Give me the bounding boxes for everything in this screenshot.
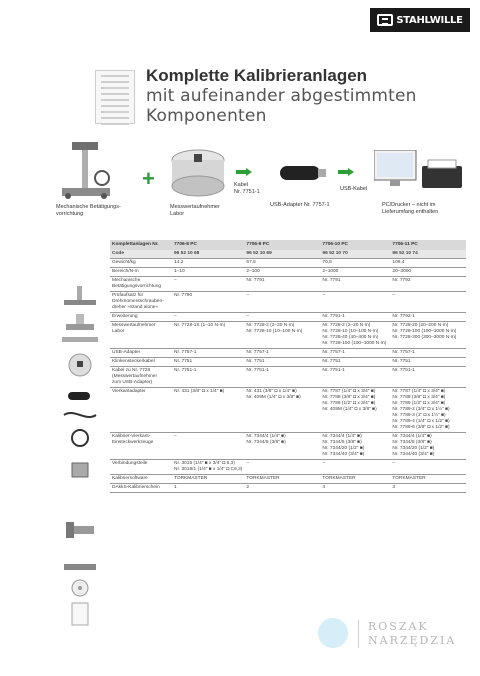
table-cell: Messwertaufnehmer Labor: [110, 322, 172, 349]
torque-sensor-image: [170, 146, 226, 200]
table-cell: 96 52 10 70: [320, 250, 390, 259]
usb-adapter-thumbnail-icon: [60, 390, 100, 402]
stahlwille-logo: [370, 8, 470, 32]
square-adapter-thumbnail-icon: [60, 460, 100, 480]
table-cell: Nr. 7728-1S (1–10 N·m): [172, 322, 244, 349]
square-insert-tool-thumbnail-icon: [60, 520, 100, 540]
usb-adapter-caption: USB-Adapter Nr. 7757-1: [270, 202, 330, 208]
column-header: 7706-9 PC: [244, 240, 320, 250]
mechanical-actuator-caption: Mechanische Betätigungs- vorrichtung: [56, 204, 121, 217]
table-cell: Nr. 3015 (1/4" ■ x 3/4" ◘ 6,3) Nr. 3019/1 (1/4" ■ x 1/4" ◘ C6,3): [172, 460, 244, 475]
usb-cable-caption: USB-Kabel: [340, 186, 368, 192]
table-row: [110, 367, 466, 388]
table-cell: Nr. 7757-1: [320, 349, 390, 358]
table-cell: Nr. 7790: [172, 292, 244, 313]
table-row: [110, 433, 466, 460]
table-row: [110, 484, 466, 493]
column-header: Komplettanlagen Nr.: [110, 240, 172, 250]
table-cell: Nr. 7751: [320, 358, 390, 367]
table-cell: 109,4: [390, 259, 466, 268]
cable-caption: Kabel Nr. 7751-1: [234, 182, 260, 195]
table-row: [110, 388, 466, 433]
sensor-cable-thumbnail-icon: [60, 428, 100, 448]
table-row: [110, 268, 466, 277]
table-cell: TORKMASTER: [320, 475, 390, 484]
heading-line-1: Komplette Kalibrieranlagen: [146, 66, 368, 85]
extension-thumbnail-icon: [60, 333, 100, 347]
table-cell: Verbindungsteile: [110, 460, 172, 475]
table-row: [110, 292, 466, 313]
certificate-thumbnail-icon: [60, 602, 100, 626]
brand-name: STAHLWILLE: [396, 14, 463, 26]
table-cell: USB-Adapter: [110, 349, 172, 358]
torque-sensor-caption: Messwertaufnehmer Labor: [170, 204, 220, 217]
sensor-thumbnail-icon: [60, 352, 100, 378]
column-header: 7706-8 PC: [172, 240, 244, 250]
table-cell: 96 52 10 69: [244, 250, 320, 259]
table-row: [110, 322, 466, 349]
table-cell: DAkkS-Kalibrierschein: [110, 484, 172, 493]
table-cell: Nr. 431 (3/8" ◘ x 1/4" ■) Nr. 409M (1/4" ◘ x 3/8" ■): [244, 388, 320, 433]
table-cell: TORKMASTER: [390, 475, 466, 484]
heading-line-2: mit aufeinander abgestimmten: [146, 86, 417, 106]
table-cell: –: [390, 292, 466, 313]
table-cell: Nr. 7791: [320, 277, 390, 292]
test-attachment-thumbnail-icon: [60, 312, 100, 334]
table-cell: Vierkantadapter: [110, 388, 172, 433]
pc-printer-image: [374, 150, 466, 198]
table-cell: Nr. 7791: [244, 277, 320, 292]
table-cell: 1: [172, 484, 244, 493]
table-cell: Nr. 7728-20 (20–200 N·m) Nr. 7728-100 (100–1000 N·m) Nr. 7728-300 (300–3000 N·m): [390, 322, 466, 349]
table-cell: Nr. 7791-1: [320, 313, 390, 322]
table-cell: Nr. 7792-1: [390, 313, 466, 322]
table-cell: 2–100: [244, 268, 320, 277]
plus-icon: +: [142, 166, 155, 191]
table-row: [110, 250, 466, 259]
table-cell: Klinkensteckerkabel: [110, 358, 172, 367]
table-cell: Nr. 7728-2 (2–20 N·m) Nr. 7728-10 (10–100 N·m) Nr. 7728-40 (40–400 N·m) Nr. 7728-100 (100–1000 N·m): [320, 322, 390, 349]
calibration-certificate-thumbnail: [95, 70, 135, 124]
table-row: [110, 313, 466, 322]
arrow-right-icon: [338, 168, 354, 176]
jack-cable-thumbnail-icon: [60, 408, 100, 422]
table-header-row: [110, 240, 466, 250]
pc-printer-caption: PC/Drucker – nicht im Lieferumfang enthalten: [382, 202, 439, 215]
table-cell: Nr. 7787 (1/4" ◘ x 3/4" ■) Nr. 7788 (3/8" ◘ x 3/4" ■) Nr. 7789 (1/2" ◘ x 3/4" ■) Nr. 7789-2 (3/4" ◘ x 1½" ■) Nr. 7789-3 (1" ◘ x 1½" ■) Nr. 7789-4 (1/4" ◘ x 1/2" ■) Nr. 7789-6 (3/8" ◘ x 1/2" ■): [390, 388, 466, 433]
heading-line-3: Komponenten: [146, 106, 267, 126]
table-cell: 70,6: [320, 259, 390, 268]
table-cell: –: [172, 313, 244, 322]
table-cell: 4: [320, 484, 390, 493]
table-cell: Nr. 7751-1: [244, 367, 320, 388]
table-cell: 96 52 10 74: [390, 250, 466, 259]
table-cell: Nr. 7728-2 (2–20 N·m) Nr. 7728-10 (10–100 N·m): [244, 322, 320, 349]
table-cell: 1–10: [172, 268, 244, 277]
table-cell: Kalibrier-Vierkant- Einsteckwerkzeuge: [110, 433, 172, 460]
table-cell: Nr. 7344/4 (1/4" ■) Nr. 7344/5 (3/8" ■) Nr. 7344/20 (1/2" ■) Nr. 7344/40 (3/4" ■): [390, 433, 466, 460]
table-cell: Nr. 7344/4 (1/4" ■) Nr. 7344/5 (3/8" ■) Nr. 7344/20 (1/2" ■) Nr. 7344/40 (3/4" ■): [320, 433, 390, 460]
table-cell: Nr. 7757-1: [244, 349, 320, 358]
table-cell: 2: [244, 484, 320, 493]
table-cell: 2–1000: [320, 268, 390, 277]
mechanical-actuator-image: [58, 138, 114, 202]
table-row: [110, 349, 466, 358]
table-cell: –: [172, 433, 244, 460]
table-row: [110, 277, 466, 292]
table-row: [110, 460, 466, 475]
products-strip: [56, 138, 466, 230]
watermark-line-1: ROSZAK: [368, 620, 429, 633]
wrench-logo-icon: [377, 14, 393, 26]
table-cell: –: [172, 277, 244, 292]
actuator-thumbnail-icon: [60, 284, 100, 308]
table-cell: TORKMASTER: [172, 475, 244, 484]
table-cell: Nr. 7751: [244, 358, 320, 367]
table-cell: Nr. 7757-1: [390, 349, 466, 358]
table-cell: Nr. 7751-1: [390, 367, 466, 388]
table-cell: Nr. 7751-1: [320, 367, 390, 388]
table-cell: –: [244, 292, 320, 313]
table-row: [110, 475, 466, 484]
table-cell: TORKMASTER: [244, 475, 320, 484]
connector-thumbnail-icon: [60, 560, 100, 574]
table-cell: 20–3000: [390, 268, 466, 277]
table-cell: Prüfaufsatz für Drehmomentschrauben- dreher »Stand alone«: [110, 292, 172, 313]
table-cell: Erweiterung: [110, 313, 172, 322]
table-cell: Nr. 431 (3/8" ◘ x 1/4" ■): [172, 388, 244, 433]
table-cell: Nr. 7751: [172, 358, 244, 367]
column-header: 7706-10 PC: [320, 240, 390, 250]
table-cell: Mechanische Betätigungsvorrichtung: [110, 277, 172, 292]
table-cell: Nr. 7787 (1/4" ◘ x 3/4" ■) Nr. 7788 (3/8" ◘ x 3/4" ■) Nr. 7789 (1/2" ◘ x 3/4" ■) Nr. 409M (1/4" ◘ x 3/8" ■): [320, 388, 390, 433]
table-cell: 3: [390, 484, 466, 493]
software-cd-thumbnail-icon: [60, 578, 100, 598]
specification-table: [110, 240, 466, 493]
table-cell: Nr. 7792: [390, 277, 466, 292]
page-heading: [146, 66, 466, 126]
table-cell: 67,6: [244, 259, 320, 268]
table-cell: Bereich/N·m: [110, 268, 172, 277]
usb-adapter-image: [280, 162, 326, 184]
table-cell: –: [390, 460, 466, 475]
table-cell: Kabel zu Nr. 7728 (Messwertaufnehmer zum USB-Adapter): [110, 367, 172, 388]
table-cell: Gewicht/kg: [110, 259, 172, 268]
table-cell: –: [320, 460, 390, 475]
column-header: 7706-11 PC: [390, 240, 466, 250]
table-cell: Nr. 7751: [390, 358, 466, 367]
table-cell: Code: [110, 250, 172, 259]
table-row: [110, 358, 466, 367]
table-cell: –: [320, 292, 390, 313]
table-body: [110, 250, 466, 493]
table-cell: Nr. 7344/4 (1/4" ■) Nr. 7344/5 (3/8" ■): [244, 433, 320, 460]
table-row: [110, 259, 466, 268]
table-cell: –: [244, 313, 320, 322]
table-cell: Nr. 7757-1: [172, 349, 244, 358]
table-cell: 96 52 10 68: [172, 250, 244, 259]
table-cell: 14,2: [172, 259, 244, 268]
table-cell: Kalibriersoftware: [110, 475, 172, 484]
wrench-watermark-icon: [318, 618, 348, 648]
arrow-right-icon: [236, 168, 252, 176]
roszak-watermark: [318, 618, 468, 662]
watermark-line-2: NARZĘDZIA: [368, 634, 457, 647]
table-cell: Nr. 7751-1: [172, 367, 244, 388]
table-cell: –: [244, 460, 320, 475]
